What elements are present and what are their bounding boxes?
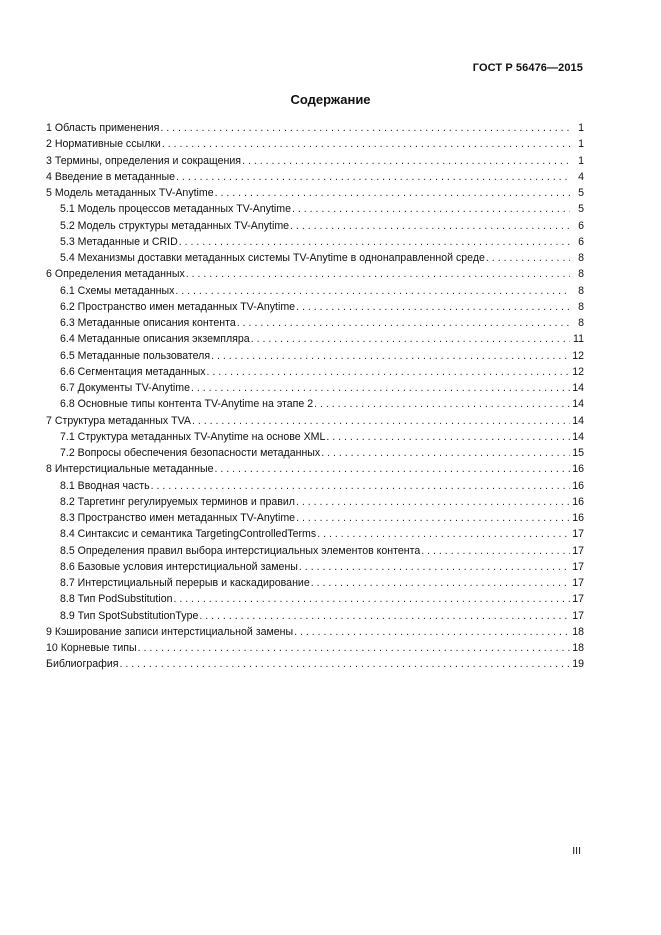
toc-entry[interactable] <box>46 575 584 591</box>
toc-entry[interactable] <box>46 624 584 640</box>
toc-leader-dots <box>190 380 570 396</box>
toc-leader-dots <box>174 283 570 299</box>
toc-entry-label[interactable]: 5.3 Метаданные и CRID <box>60 235 178 248</box>
toc-entry-label[interactable]: 6.7 Документы TV-Anytime <box>60 382 190 394</box>
toc-leader-dots <box>150 478 570 494</box>
toc-entry-label[interactable]: 8.8 Тип PodSubstitution <box>60 593 173 606</box>
toc-entry-page[interactable]: 6 <box>578 219 584 232</box>
toc-entry-page[interactable]: 18 <box>572 642 584 654</box>
toc-leader-dots <box>295 494 570 510</box>
toc-leader-dots <box>159 120 570 136</box>
toc-entry-label[interactable]: 5.4 Механизмы доставки метаданных системы TV-Anytime в однонаправленной среде <box>60 252 485 264</box>
toc-leader-dots <box>185 266 570 282</box>
toc-leader-dots <box>293 624 570 640</box>
toc-leader-dots <box>320 445 570 461</box>
table-of-contents <box>46 120 584 673</box>
toc-entry-page[interactable]: 16 <box>572 512 584 524</box>
toc-entry-label[interactable]: 8.9 Тип SpotSubstitutionType <box>60 609 199 622</box>
toc-leader-dots <box>236 315 570 331</box>
toc-entry[interactable] <box>46 526 584 542</box>
toc-entry-page[interactable]: 12 <box>572 349 584 362</box>
toc-leader-dots <box>175 169 570 185</box>
toc-entry[interactable] <box>46 153 584 169</box>
toc-entry-label[interactable]: 8.4 Синтаксис и семантика TargetingControlledTerms <box>60 528 317 541</box>
toc-entry-label[interactable]: 8.3 Пространство имен метаданных TV-Anytime <box>60 512 296 524</box>
toc-leader-dots <box>295 510 570 526</box>
toc-entry[interactable] <box>46 543 584 559</box>
toc-entry[interactable] <box>46 348 584 364</box>
toc-entry-label[interactable]: 8.5 Определения правил выбора интерстициальных элементов контента <box>60 544 421 557</box>
toc-entry[interactable] <box>46 429 584 445</box>
toc-entry-label[interactable]: 6.1 Схемы метаданных <box>60 284 175 297</box>
toc-leader-dots <box>161 136 570 152</box>
toc-leader-dots <box>295 299 570 315</box>
toc-entry-label[interactable]: 5.2 Модель структуры метаданных TV-Anytime <box>60 219 290 232</box>
toc-entry-page[interactable]: 16 <box>572 463 584 476</box>
toc-entry-page[interactable]: 17 <box>572 528 584 541</box>
toc-leader-dots <box>137 640 570 656</box>
toc-leader-dots <box>289 218 570 234</box>
toc-entry-page[interactable]: 18 <box>572 625 584 638</box>
toc-entry[interactable] <box>46 396 584 412</box>
toc-entry[interactable] <box>46 656 584 672</box>
toc-entry-label[interactable]: 7 Структура метаданных TVA <box>46 414 191 427</box>
toc-leader-dots <box>172 591 570 607</box>
toc-entry-page[interactable]: 16 <box>572 479 584 492</box>
toc-entry-page[interactable]: 12 <box>572 365 584 378</box>
toc-entry[interactable] <box>46 136 584 152</box>
toc-entry[interactable] <box>46 120 584 136</box>
toc-entry[interactable] <box>46 234 584 250</box>
toc-entry-label[interactable]: 7.1 Структура метаданных TV-Anytime на основе XML <box>60 430 326 443</box>
toc-entry[interactable] <box>46 591 584 607</box>
toc-entry-page[interactable]: 8 <box>578 317 584 329</box>
toc-entry-label[interactable]: 4 Введение в метаданные <box>46 170 176 183</box>
toc-leader-dots <box>118 656 570 672</box>
toc-entry-label[interactable]: 6.5 Метаданные пользователя <box>60 349 211 362</box>
toc-entry[interactable] <box>46 559 584 575</box>
toc-entry[interactable] <box>46 169 584 185</box>
toc-entry[interactable] <box>46 461 584 477</box>
toc-entry-page[interactable]: 8 <box>578 252 584 264</box>
toc-entry-label[interactable]: 8.7 Интерстициальный перерыв и каскадирование <box>60 577 310 589</box>
toc-leader-dots <box>191 413 570 429</box>
toc-entry-page[interactable]: 19 <box>572 658 584 671</box>
toc-entry-page[interactable]: 17 <box>572 544 584 557</box>
toc-entry-page[interactable]: 1 <box>578 138 584 151</box>
toc-entry-page[interactable]: 14 <box>572 430 584 443</box>
toc-leader-dots <box>214 185 570 201</box>
document-code: ГОСТ Р 56476—2015 <box>472 62 583 74</box>
toc-leader-dots <box>485 250 570 266</box>
toc-entry-page[interactable]: 14 <box>572 382 584 394</box>
toc-leader-dots <box>241 153 570 169</box>
toc-entry[interactable] <box>46 364 584 380</box>
toc-entry-label[interactable]: 10 Корневые типы <box>46 642 137 654</box>
toc-entry-page[interactable]: 17 <box>572 609 584 622</box>
toc-entry-label[interactable]: 6 Определения метаданных <box>46 268 185 281</box>
toc-entry[interactable] <box>46 510 584 526</box>
toc-entry[interactable] <box>46 380 584 396</box>
toc-entry[interactable] <box>46 218 584 234</box>
toc-entry-label[interactable]: 5.1 Модель процессов метаданных TV-Anytime <box>60 203 291 216</box>
toc-entry[interactable] <box>46 608 584 624</box>
toc-entry-label[interactable]: 6.4 Метаданные описания экземпляра <box>60 333 250 346</box>
toc-entry[interactable] <box>46 201 584 217</box>
toc-entry-page[interactable]: 17 <box>572 593 584 606</box>
toc-entry-page[interactable]: 8 <box>578 284 584 297</box>
toc-entry-label[interactable]: 7.2 Вопросы обеспечения безопасности метаданных <box>60 447 321 459</box>
toc-leader-dots <box>310 575 570 591</box>
toc-leader-dots <box>298 559 570 575</box>
toc-leader-dots <box>325 429 570 445</box>
toc-leader-dots <box>198 608 570 624</box>
toc-leader-dots <box>210 348 570 364</box>
toc-entry-page[interactable]: 14 <box>572 398 584 411</box>
toc-entry-label[interactable]: 8 Интерстициальные метаданные <box>46 463 214 476</box>
toc-entry-label[interactable]: 8.2 Таргетинг регулируемых терминов и правил <box>60 495 295 508</box>
toc-entry-page[interactable]: 4 <box>578 170 584 183</box>
toc-entry-label[interactable]: 3 Термины, определения и сокращения <box>46 154 242 167</box>
toc-entry[interactable] <box>46 283 584 299</box>
toc-entry-page[interactable]: 8 <box>578 300 584 313</box>
page-number: III <box>572 845 581 857</box>
toc-entry[interactable] <box>46 413 584 429</box>
toc-entry[interactable] <box>46 445 584 461</box>
toc-entry-page[interactable]: 5 <box>578 203 584 216</box>
toc-entry-label[interactable]: 6.8 Основные типы контента TV-Anytime на этапе 2 <box>60 398 314 411</box>
toc-entry-label[interactable]: 6.2 Пространство имен метаданных TV-Anytime <box>60 300 296 313</box>
toc-entry-page[interactable]: 17 <box>572 560 584 573</box>
toc-leader-dots <box>178 234 570 250</box>
toc-entry-page[interactable]: 1 <box>578 122 584 134</box>
toc-entry-label[interactable]: 9 Кэширование записи интерстициальной замены <box>46 625 294 638</box>
toc-entry-label[interactable]: Библиография <box>46 658 119 671</box>
toc-entry-page[interactable]: 11 <box>573 333 584 346</box>
toc-leader-dots <box>313 396 570 412</box>
toc-entry-page[interactable]: 17 <box>572 577 584 589</box>
toc-leader-dots <box>214 461 571 477</box>
toc-entry-label[interactable]: 8.1 Вводная часть <box>60 479 150 492</box>
toc-entry[interactable] <box>46 494 584 510</box>
toc-leader-dots <box>206 364 570 380</box>
toc-entry[interactable] <box>46 250 584 266</box>
toc-entry-page[interactable]: 16 <box>572 495 584 508</box>
toc-entry-page[interactable]: 15 <box>572 447 584 459</box>
toc-entry[interactable] <box>46 299 584 315</box>
toc-title: Содержание <box>290 92 371 107</box>
toc-entry[interactable] <box>46 315 584 331</box>
toc-leader-dots <box>316 526 570 542</box>
toc-leader-dots <box>420 543 570 559</box>
toc-leader-dots <box>291 201 570 217</box>
toc-entry-page[interactable]: 1 <box>578 154 584 167</box>
toc-leader-dots <box>250 331 570 347</box>
toc-entry-page[interactable]: 14 <box>572 414 584 427</box>
toc-entry-label[interactable]: 8.6 Базовые условия интерстициальной замены <box>60 560 298 573</box>
toc-entry[interactable] <box>46 331 584 347</box>
toc-entry-label[interactable]: 5 Модель метаданных TV-Anytime <box>46 187 214 199</box>
toc-entry-label[interactable]: 2 Нормативные ссылки <box>46 138 161 151</box>
toc-entry-page[interactable]: 8 <box>578 268 584 281</box>
toc-entry-label[interactable]: 1 Область применения <box>46 122 160 134</box>
toc-entry-label[interactable]: 6.6 Сегментация метаданных <box>60 365 206 378</box>
toc-entry[interactable] <box>46 185 584 201</box>
toc-entry[interactable] <box>46 478 584 494</box>
toc-entry-label[interactable]: 6.3 Метаданные описания контента <box>60 317 236 329</box>
toc-entry-page[interactable]: 6 <box>578 235 584 248</box>
toc-entry-page[interactable]: 5 <box>578 187 584 199</box>
toc-entry[interactable] <box>46 640 584 656</box>
toc-entry[interactable] <box>46 266 584 282</box>
